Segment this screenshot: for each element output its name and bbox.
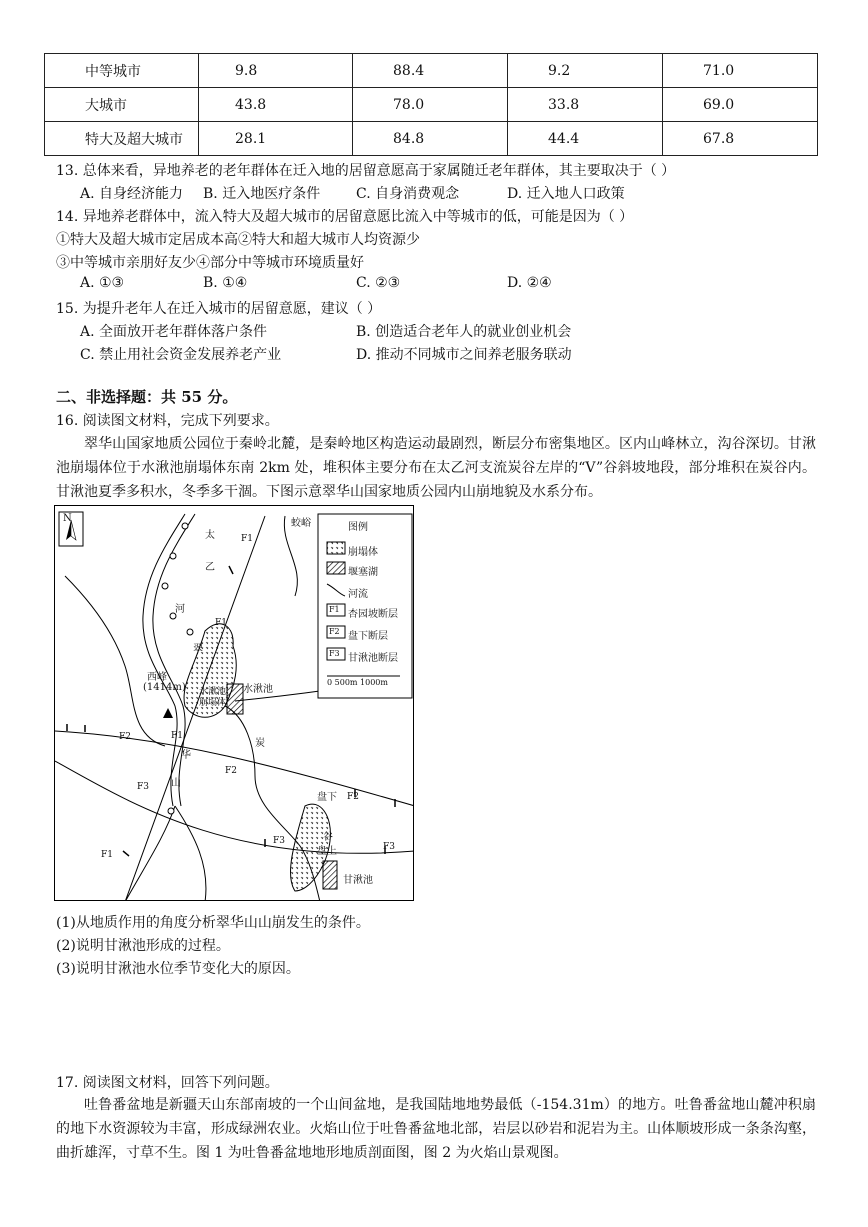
row-label: 特大及超大城市 xyxy=(45,122,199,156)
dammed-lake-ganqiuchi xyxy=(323,861,337,889)
table-cell: 71.0 xyxy=(663,54,818,88)
table-row xyxy=(45,54,818,88)
map-label: 崩塌体 xyxy=(199,698,227,708)
north-label: N xyxy=(63,513,72,524)
q14-option-a[interactable]: A. ①③ xyxy=(80,275,125,291)
q16-sub-2: (2)说明甘湫池形成的过程。 xyxy=(56,938,230,954)
q14-statement-2: ③中等城市亲朋好友少④部分中等城市环境质量好 xyxy=(56,255,364,271)
river xyxy=(143,514,185,806)
table-cell: 9.8 xyxy=(199,54,353,88)
q14-option-c[interactable]: C. ②③ xyxy=(356,275,401,291)
q15-option-b[interactable]: B. 创造适合老年人的就业创业机会 xyxy=(356,324,572,340)
fault-label: F3 xyxy=(273,836,285,846)
map-label: 盘上 xyxy=(317,846,337,857)
table-cell: 88.4 xyxy=(353,54,508,88)
q14-stem: 14. 异地养老群体中，流入特大及超大城市的居留意愿比流入中等城市的低，可能是因为（ ） xyxy=(56,209,634,225)
fault-label: F1 xyxy=(171,731,183,741)
q15-option-c[interactable]: C. 禁止用社会资金发展养老产业 xyxy=(80,347,282,363)
row-label: 中等城市 xyxy=(45,54,199,88)
q16-material: 翠华山国家地质公园位于秦岭北麓，是秦岭地区构造运动最剧烈，断层分布密集地区。区内山峰林立，沟谷深切。甘湫池崩塌体位于水湫池崩塌体东南 2km 处，堆积体主要分布在太乙河支流炭谷左岸的“V”谷斜坡地段，部分堆积在炭谷内。甘湫池夏季多积水，冬季多干涸。下图示意翠华山国家地质公园内山崩地貌及水系分布。 xyxy=(56,436,816,500)
q14-option-b[interactable]: B. ①④ xyxy=(203,275,248,291)
river xyxy=(175,806,206,901)
q15-option-d[interactable]: D. 推动不同城市之间养老服务联动 xyxy=(356,347,572,363)
table-cell: 78.0 xyxy=(353,88,508,122)
map-label: 炭 xyxy=(255,738,265,749)
q14-option-d[interactable]: D. ②④ xyxy=(507,275,552,291)
legend-item: 河流 xyxy=(348,589,368,600)
table-cell: 44.4 xyxy=(508,122,663,156)
fault-label: F1 xyxy=(101,850,113,860)
legend-item: 盘下断层 xyxy=(348,631,388,642)
table-row xyxy=(45,122,818,156)
table-row xyxy=(45,88,818,122)
q16-stem: 16. 阅读图文材料，完成下列要求。 xyxy=(56,413,279,429)
geologic-map xyxy=(54,505,414,901)
row-label: 大城市 xyxy=(45,88,199,122)
legend-item: 甘湫池断层 xyxy=(348,653,398,664)
table-cell: 84.8 xyxy=(353,122,508,156)
dammed-lake-shuiqiuchi xyxy=(227,684,243,714)
q13-option-b[interactable]: B. 迁入地医疗条件 xyxy=(203,186,321,202)
q13-stem: 13. 总体来看，异地养老的老年群体在迁入地的居留意愿高于家属随迁老年群体，其主要取决于（ ） xyxy=(56,163,676,179)
table-cell: 43.8 xyxy=(199,88,353,122)
section-heading: 二、非选择题：共 55 分。 xyxy=(56,388,238,406)
fault-f1 xyxy=(125,516,265,901)
map-label: 华 xyxy=(181,750,191,761)
q17-stem: 17. 阅读图文材料，回答下列问题。 xyxy=(56,1075,279,1091)
fault-label: F2 xyxy=(119,732,131,742)
map-label: (1414m) xyxy=(143,682,186,693)
data-table xyxy=(44,53,818,156)
q15-stem: 15. 为提升老年人在迁入城市的居留意愿，建议（ ） xyxy=(56,301,382,317)
river xyxy=(125,806,175,901)
q16-sub-3: (3)说明甘湫池水位季节变化大的原因。 xyxy=(56,961,300,977)
map-label: 盘下 xyxy=(317,792,337,803)
map-label: 甘湫池 xyxy=(343,875,373,886)
q13-option-a[interactable]: A. 自身经济能力 xyxy=(80,186,184,202)
legend-item: 堰塞湖 xyxy=(348,567,378,578)
fault-label: F1 xyxy=(241,534,253,544)
map-label: 太 xyxy=(205,530,215,541)
legend-item: 杏园坡断层 xyxy=(348,609,398,620)
fault-label: F1 xyxy=(215,618,227,628)
q13-option-c[interactable]: C. 自身消费观念 xyxy=(356,186,460,202)
legend-title: 图例 xyxy=(348,522,368,533)
map-label: 河 xyxy=(175,604,185,615)
q17-material: 吐鲁番盆地是新疆天山东部南坡的一个山间盆地，是我国陆地地势最低（-154.31m）的地方。吐鲁番盆地山麓冲积扇的地下水资源较为丰富，形成绿洲农业。火焰山位于吐鲁番盆地北部，岩层以砂岩和泥岩为主。山体顺坡形成一条条沟壑，曲折雄浑，寸草不生。图 1 为吐鲁番盆地地形地质剖面图，图 2 为火焰山景观图。 xyxy=(56,1097,816,1161)
q13-option-d[interactable]: D. 迁入地人口政策 xyxy=(507,186,625,202)
map-label: 山 xyxy=(171,778,181,789)
fault-label: F3 xyxy=(137,782,149,792)
legend-key: F1 xyxy=(329,605,340,614)
map-label: 水湫池 xyxy=(243,684,273,695)
q14-statement-1: ①特大及超大城市定居成本高②特大和超大城市人均资源少 xyxy=(56,232,420,248)
fault-label: F2 xyxy=(225,766,237,776)
river xyxy=(65,576,165,746)
fault-label: F2 xyxy=(347,792,359,802)
q16-sub-1: (1)从地质作用的角度分析翠华山山崩发生的条件。 xyxy=(56,915,370,931)
map-label: 水湫池 xyxy=(199,687,227,697)
table-cell: 33.8 xyxy=(508,88,663,122)
table-cell: 67.8 xyxy=(663,122,818,156)
table-cell: 28.1 xyxy=(199,122,353,156)
table-cell: 69.0 xyxy=(663,88,818,122)
map-label: 西峰 xyxy=(147,672,167,683)
map-label: 谷 xyxy=(323,832,333,843)
table-cell: 9.2 xyxy=(508,54,663,88)
fault-label: F3 xyxy=(383,842,395,852)
map-label: 翠 xyxy=(193,644,203,655)
legend-item: 崩塌体 xyxy=(348,547,378,558)
q15-option-a[interactable]: A. 全面放开老年群体落户条件 xyxy=(80,324,268,340)
scale-bar: 0 500m 1000m xyxy=(327,678,388,687)
peak-icon xyxy=(163,708,173,718)
legend-key: F3 xyxy=(329,649,340,658)
map-label: 乙 xyxy=(205,562,215,573)
map-label: 蛟峪 xyxy=(291,518,311,529)
legend-key: F2 xyxy=(329,627,340,636)
